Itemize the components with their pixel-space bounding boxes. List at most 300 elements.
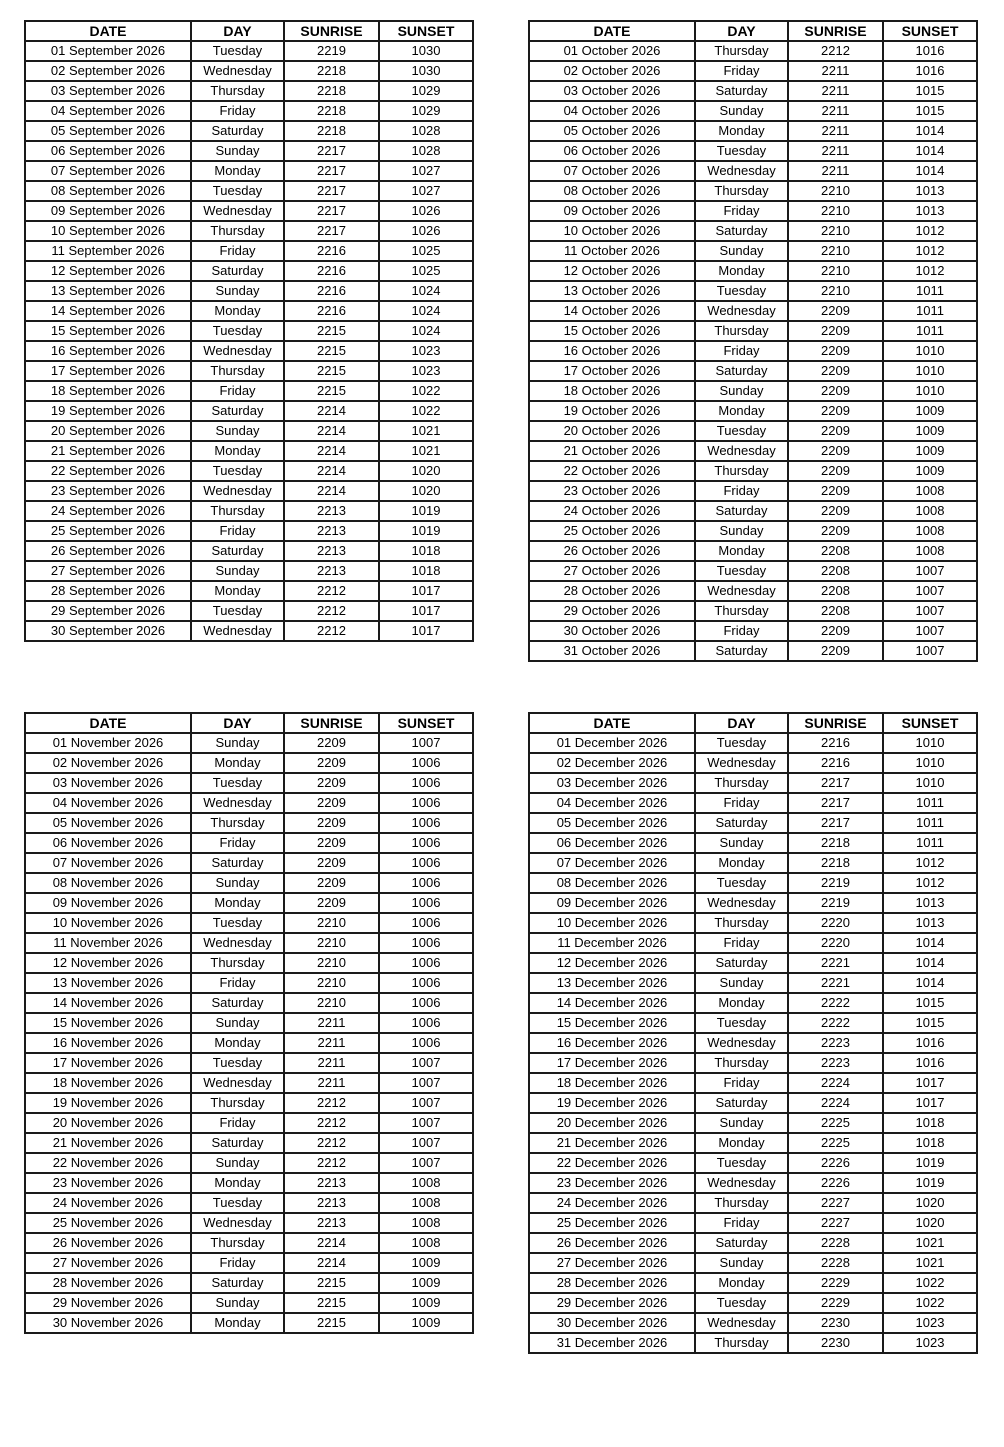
date-cell: 15 December 2026 xyxy=(529,1013,695,1033)
table-row xyxy=(25,541,473,561)
sunset-cell: 1011 xyxy=(883,321,977,341)
table-row xyxy=(25,793,473,813)
table-row xyxy=(25,1193,473,1213)
sunrise-cell: 2213 xyxy=(284,1193,379,1213)
table-row xyxy=(25,181,473,201)
table-body xyxy=(25,733,473,1333)
sunset-cell: 1026 xyxy=(379,221,473,241)
day-cell: Thursday xyxy=(191,221,284,241)
sunrise-cell: 2209 xyxy=(788,381,883,401)
table-row xyxy=(529,221,977,241)
sunset-cell: 1009 xyxy=(883,461,977,481)
table-row xyxy=(25,1113,473,1133)
date-cell: 08 December 2026 xyxy=(529,873,695,893)
date-cell: 05 November 2026 xyxy=(25,813,191,833)
sunrise-cell: 2227 xyxy=(788,1213,883,1233)
sunrise-cell: 2209 xyxy=(788,361,883,381)
table-header xyxy=(25,21,473,41)
table-row xyxy=(25,621,473,641)
column-header-sunset: SUNSET xyxy=(379,21,473,41)
date-cell: 24 November 2026 xyxy=(25,1193,191,1213)
table-row xyxy=(529,773,977,793)
sunrise-cell: 2226 xyxy=(788,1173,883,1193)
table-row xyxy=(529,873,977,893)
day-cell: Tuesday xyxy=(695,281,788,301)
table-row xyxy=(529,1313,977,1333)
day-cell: Wednesday xyxy=(191,1213,284,1233)
sunrise-cell: 2210 xyxy=(284,993,379,1013)
day-cell: Sunday xyxy=(191,421,284,441)
day-cell: Thursday xyxy=(695,41,788,61)
day-cell: Wednesday xyxy=(695,893,788,913)
day-cell: Wednesday xyxy=(191,933,284,953)
day-cell: Sunday xyxy=(695,241,788,261)
day-cell: Monday xyxy=(695,1133,788,1153)
date-cell: 24 December 2026 xyxy=(529,1193,695,1213)
date-cell: 19 December 2026 xyxy=(529,1093,695,1113)
sunset-cell: 1011 xyxy=(883,813,977,833)
sunset-cell: 1022 xyxy=(379,401,473,421)
sunset-cell: 1028 xyxy=(379,121,473,141)
date-cell: 09 November 2026 xyxy=(25,893,191,913)
sunrise-cell: 2217 xyxy=(788,813,883,833)
sunrise-cell: 2212 xyxy=(284,581,379,601)
day-cell: Saturday xyxy=(191,401,284,421)
date-cell: 20 December 2026 xyxy=(529,1113,695,1133)
sunset-cell: 1013 xyxy=(883,893,977,913)
sunrise-cell: 2212 xyxy=(284,1093,379,1113)
date-cell: 27 September 2026 xyxy=(25,561,191,581)
date-cell: 14 October 2026 xyxy=(529,301,695,321)
date-cell: 11 December 2026 xyxy=(529,933,695,953)
date-cell: 17 September 2026 xyxy=(25,361,191,381)
sunrise-cell: 2208 xyxy=(788,541,883,561)
day-cell: Tuesday xyxy=(191,41,284,61)
sunset-cell: 1016 xyxy=(883,1033,977,1053)
sunrise-cell: 2211 xyxy=(284,1013,379,1033)
date-cell: 23 December 2026 xyxy=(529,1173,695,1193)
table-row xyxy=(529,421,977,441)
date-cell: 10 December 2026 xyxy=(529,913,695,933)
column-header-day: DAY xyxy=(191,21,284,41)
sunset-cell: 1013 xyxy=(883,181,977,201)
date-cell: 13 September 2026 xyxy=(25,281,191,301)
sunrise-cell: 2209 xyxy=(284,753,379,773)
day-cell: Wednesday xyxy=(695,581,788,601)
sunrise-cell: 2211 xyxy=(284,1073,379,1093)
table-row xyxy=(529,1113,977,1133)
sunrise-cell: 2208 xyxy=(788,601,883,621)
sunset-cell: 1022 xyxy=(379,381,473,401)
table-row xyxy=(25,301,473,321)
day-cell: Monday xyxy=(191,301,284,321)
sunset-cell: 1017 xyxy=(379,581,473,601)
sunset-cell: 1007 xyxy=(379,1133,473,1153)
date-cell: 06 October 2026 xyxy=(529,141,695,161)
sunrise-cell: 2213 xyxy=(284,541,379,561)
day-cell: Sunday xyxy=(191,561,284,581)
day-cell: Thursday xyxy=(191,501,284,521)
sunrise-cell: 2208 xyxy=(788,561,883,581)
header-row xyxy=(529,21,977,41)
day-cell: Saturday xyxy=(191,993,284,1013)
date-cell: 04 November 2026 xyxy=(25,793,191,813)
sunrise-cell: 2223 xyxy=(788,1033,883,1053)
day-cell: Sunday xyxy=(191,281,284,301)
date-cell: 07 September 2026 xyxy=(25,161,191,181)
day-cell: Thursday xyxy=(191,81,284,101)
sunrise-cell: 2210 xyxy=(788,201,883,221)
day-cell: Saturday xyxy=(695,813,788,833)
sunrise-cell: 2209 xyxy=(284,813,379,833)
date-cell: 18 September 2026 xyxy=(25,381,191,401)
sunrise-cell: 2210 xyxy=(284,973,379,993)
sunrise-cell: 2210 xyxy=(284,913,379,933)
sunset-cell: 1006 xyxy=(379,773,473,793)
date-cell: 28 December 2026 xyxy=(529,1273,695,1293)
date-cell: 15 November 2026 xyxy=(25,1013,191,1033)
date-cell: 06 November 2026 xyxy=(25,833,191,853)
header-row xyxy=(25,21,473,41)
sunset-cell: 1024 xyxy=(379,321,473,341)
sunset-cell: 1019 xyxy=(883,1153,977,1173)
day-cell: Friday xyxy=(191,521,284,541)
table-row xyxy=(25,201,473,221)
sunset-cell: 1022 xyxy=(883,1273,977,1293)
sunrise-cell: 2229 xyxy=(788,1293,883,1313)
date-cell: 10 November 2026 xyxy=(25,913,191,933)
date-cell: 07 October 2026 xyxy=(529,161,695,181)
sunset-cell: 1006 xyxy=(379,753,473,773)
sunrise-cell: 2216 xyxy=(284,241,379,261)
date-cell: 19 October 2026 xyxy=(529,401,695,421)
sunset-cell: 1007 xyxy=(883,561,977,581)
table-row xyxy=(529,501,977,521)
sunrise-sunset-table-september xyxy=(24,20,474,642)
sunset-cell: 1006 xyxy=(379,833,473,853)
sunrise-cell: 2210 xyxy=(788,261,883,281)
day-cell: Saturday xyxy=(191,1273,284,1293)
table-row xyxy=(25,521,473,541)
date-cell: 12 December 2026 xyxy=(529,953,695,973)
date-cell: 16 December 2026 xyxy=(529,1033,695,1053)
day-cell: Monday xyxy=(695,1273,788,1293)
column-header-sunrise: SUNRISE xyxy=(284,21,379,41)
date-cell: 18 October 2026 xyxy=(529,381,695,401)
day-cell: Friday xyxy=(191,381,284,401)
table-row xyxy=(529,301,977,321)
sunrise-cell: 2212 xyxy=(284,1113,379,1133)
table-row xyxy=(529,953,977,973)
sunrise-cell: 2222 xyxy=(788,1013,883,1033)
date-cell: 05 October 2026 xyxy=(529,121,695,141)
table-row xyxy=(25,833,473,853)
sunrise-cell: 2220 xyxy=(788,933,883,953)
date-cell: 10 September 2026 xyxy=(25,221,191,241)
table-row xyxy=(529,481,977,501)
table-row xyxy=(25,121,473,141)
sunrise-cell: 2211 xyxy=(284,1053,379,1073)
table-row xyxy=(529,401,977,421)
table-row xyxy=(529,241,977,261)
sunset-cell: 1014 xyxy=(883,933,977,953)
sunset-cell: 1026 xyxy=(379,201,473,221)
sunset-cell: 1021 xyxy=(883,1253,977,1273)
date-cell: 03 October 2026 xyxy=(529,81,695,101)
table-container-november xyxy=(24,712,474,1334)
table-row xyxy=(25,1253,473,1273)
day-cell: Wednesday xyxy=(695,753,788,773)
date-cell: 12 November 2026 xyxy=(25,953,191,973)
column-header-date: DATE xyxy=(529,713,695,733)
sunset-cell: 1021 xyxy=(379,441,473,461)
table-row xyxy=(529,1293,977,1313)
table-row xyxy=(25,41,473,61)
sunrise-cell: 2217 xyxy=(284,181,379,201)
sunrise-cell: 2217 xyxy=(284,201,379,221)
column-header-day: DAY xyxy=(695,713,788,733)
date-cell: 29 September 2026 xyxy=(25,601,191,621)
sunset-cell: 1008 xyxy=(883,481,977,501)
sunset-cell: 1016 xyxy=(883,1053,977,1073)
sunset-cell: 1014 xyxy=(883,953,977,973)
date-cell: 24 October 2026 xyxy=(529,501,695,521)
date-cell: 26 October 2026 xyxy=(529,541,695,561)
sunrise-cell: 2209 xyxy=(788,641,883,661)
date-cell: 29 November 2026 xyxy=(25,1293,191,1313)
sunset-cell: 1020 xyxy=(883,1193,977,1213)
sunset-cell: 1007 xyxy=(379,1073,473,1093)
sunrise-cell: 2212 xyxy=(788,41,883,61)
sunrise-cell: 2214 xyxy=(284,461,379,481)
sunset-cell: 1023 xyxy=(883,1333,977,1353)
sunset-cell: 1011 xyxy=(883,793,977,813)
day-cell: Tuesday xyxy=(191,1053,284,1073)
date-cell: 05 September 2026 xyxy=(25,121,191,141)
table-row xyxy=(529,161,977,181)
table-row xyxy=(529,993,977,1013)
day-cell: Wednesday xyxy=(191,201,284,221)
sunset-cell: 1029 xyxy=(379,81,473,101)
sunrise-cell: 2216 xyxy=(284,301,379,321)
table-row xyxy=(25,501,473,521)
day-cell: Wednesday xyxy=(191,1073,284,1093)
sunrise-cell: 2229 xyxy=(788,1273,883,1293)
day-cell: Wednesday xyxy=(695,1173,788,1193)
sunrise-cell: 2210 xyxy=(788,241,883,261)
day-cell: Wednesday xyxy=(191,621,284,641)
sunset-cell: 1023 xyxy=(883,1313,977,1333)
sunset-cell: 1007 xyxy=(883,641,977,661)
date-cell: 17 October 2026 xyxy=(529,361,695,381)
day-cell: Tuesday xyxy=(191,461,284,481)
date-cell: 16 October 2026 xyxy=(529,341,695,361)
table-row xyxy=(529,813,977,833)
table-body xyxy=(529,733,977,1353)
day-cell: Sunday xyxy=(695,1113,788,1133)
sunset-cell: 1010 xyxy=(883,361,977,381)
day-cell: Saturday xyxy=(191,853,284,873)
date-cell: 22 November 2026 xyxy=(25,1153,191,1173)
table-row xyxy=(25,1173,473,1193)
date-cell: 26 November 2026 xyxy=(25,1233,191,1253)
sunset-cell: 1008 xyxy=(883,501,977,521)
table-row xyxy=(529,1213,977,1233)
sunset-cell: 1017 xyxy=(379,621,473,641)
table-row xyxy=(529,1093,977,1113)
date-cell: 21 November 2026 xyxy=(25,1133,191,1153)
sunrise-cell: 2209 xyxy=(284,893,379,913)
table-row xyxy=(529,621,977,641)
sunset-cell: 1017 xyxy=(883,1073,977,1093)
table-row xyxy=(25,321,473,341)
sunrise-cell: 2217 xyxy=(788,773,883,793)
table-row xyxy=(25,1053,473,1073)
table-row xyxy=(529,341,977,361)
sunrise-cell: 2210 xyxy=(284,933,379,953)
table-row xyxy=(25,1233,473,1253)
sunset-cell: 1013 xyxy=(883,201,977,221)
date-cell: 05 December 2026 xyxy=(529,813,695,833)
table-row xyxy=(529,321,977,341)
day-cell: Tuesday xyxy=(191,601,284,621)
sunset-cell: 1017 xyxy=(379,601,473,621)
sunrise-cell: 2212 xyxy=(284,601,379,621)
sunrise-cell: 2217 xyxy=(788,793,883,813)
table-row xyxy=(529,1193,977,1213)
day-cell: Sunday xyxy=(191,1013,284,1033)
date-cell: 31 October 2026 xyxy=(529,641,695,661)
table-row xyxy=(25,61,473,81)
date-cell: 29 October 2026 xyxy=(529,601,695,621)
table-row xyxy=(25,933,473,953)
day-cell: Sunday xyxy=(695,521,788,541)
date-cell: 11 October 2026 xyxy=(529,241,695,261)
date-cell: 02 September 2026 xyxy=(25,61,191,81)
date-cell: 30 October 2026 xyxy=(529,621,695,641)
sunset-cell: 1029 xyxy=(379,101,473,121)
column-header-date: DATE xyxy=(529,21,695,41)
table-row xyxy=(529,1033,977,1053)
table-row xyxy=(25,141,473,161)
sunrise-cell: 2218 xyxy=(284,101,379,121)
table-container-september xyxy=(24,20,474,642)
sunrise-cell: 2215 xyxy=(284,1313,379,1333)
table-row xyxy=(529,893,977,913)
day-cell: Thursday xyxy=(191,953,284,973)
table-row xyxy=(25,1293,473,1313)
sunset-cell: 1009 xyxy=(379,1313,473,1333)
table-row xyxy=(25,953,473,973)
sunset-cell: 1006 xyxy=(379,873,473,893)
sunrise-cell: 2215 xyxy=(284,381,379,401)
sunset-cell: 1015 xyxy=(883,81,977,101)
sunrise-sunset-table-december xyxy=(528,712,978,1354)
table-row xyxy=(25,853,473,873)
table-row xyxy=(529,793,977,813)
day-cell: Monday xyxy=(695,993,788,1013)
table-row xyxy=(529,601,977,621)
day-cell: Saturday xyxy=(695,953,788,973)
table-row xyxy=(25,81,473,101)
header-row xyxy=(25,713,473,733)
table-row xyxy=(25,973,473,993)
sunset-cell: 1006 xyxy=(379,973,473,993)
day-cell: Tuesday xyxy=(695,1153,788,1173)
day-cell: Friday xyxy=(191,973,284,993)
sunset-cell: 1030 xyxy=(379,41,473,61)
day-cell: Tuesday xyxy=(695,561,788,581)
day-cell: Sunday xyxy=(695,1253,788,1273)
date-cell: 08 October 2026 xyxy=(529,181,695,201)
table-row xyxy=(25,1273,473,1293)
sunrise-cell: 2209 xyxy=(788,461,883,481)
table-row xyxy=(529,381,977,401)
sunrise-cell: 2223 xyxy=(788,1053,883,1073)
day-cell: Monday xyxy=(695,261,788,281)
day-cell: Saturday xyxy=(695,81,788,101)
sunrise-cell: 2224 xyxy=(788,1093,883,1113)
table-row xyxy=(25,753,473,773)
day-cell: Saturday xyxy=(191,121,284,141)
sunrise-cell: 2209 xyxy=(284,853,379,873)
sunset-cell: 1012 xyxy=(883,221,977,241)
date-cell: 12 October 2026 xyxy=(529,261,695,281)
sunset-cell: 1010 xyxy=(883,773,977,793)
table-row xyxy=(529,1153,977,1173)
sunset-cell: 1007 xyxy=(379,733,473,753)
table-row xyxy=(529,201,977,221)
sunset-cell: 1015 xyxy=(883,993,977,1013)
table-row xyxy=(25,361,473,381)
sunset-cell: 1023 xyxy=(379,341,473,361)
day-cell: Thursday xyxy=(191,1093,284,1113)
sunset-cell: 1006 xyxy=(379,1013,473,1033)
sunset-cell: 1009 xyxy=(883,401,977,421)
sunset-cell: 1025 xyxy=(379,261,473,281)
sunset-cell: 1016 xyxy=(883,41,977,61)
sunrise-cell: 2219 xyxy=(284,41,379,61)
sunset-cell: 1008 xyxy=(379,1173,473,1193)
sunset-cell: 1009 xyxy=(379,1253,473,1273)
table-row xyxy=(25,581,473,601)
sunset-cell: 1008 xyxy=(379,1193,473,1213)
sunset-cell: 1020 xyxy=(379,481,473,501)
date-cell: 14 November 2026 xyxy=(25,993,191,1013)
day-cell: Friday xyxy=(191,101,284,121)
day-cell: Friday xyxy=(695,1073,788,1093)
sunset-cell: 1010 xyxy=(883,341,977,361)
day-cell: Friday xyxy=(191,241,284,261)
table-row xyxy=(25,101,473,121)
day-cell: Monday xyxy=(191,1173,284,1193)
sunrise-cell: 2216 xyxy=(788,753,883,773)
table-row xyxy=(529,933,977,953)
table-row xyxy=(25,161,473,181)
sunrise-cell: 2226 xyxy=(788,1153,883,1173)
date-cell: 30 September 2026 xyxy=(25,621,191,641)
day-cell: Friday xyxy=(695,341,788,361)
sunset-cell: 1016 xyxy=(883,61,977,81)
date-cell: 20 October 2026 xyxy=(529,421,695,441)
sunrise-cell: 2228 xyxy=(788,1233,883,1253)
sunset-cell: 1019 xyxy=(379,521,473,541)
table-row xyxy=(529,1233,977,1253)
sunset-cell: 1006 xyxy=(379,853,473,873)
sunset-cell: 1020 xyxy=(379,461,473,481)
sunrise-cell: 2224 xyxy=(788,1073,883,1093)
date-cell: 30 December 2026 xyxy=(529,1313,695,1333)
